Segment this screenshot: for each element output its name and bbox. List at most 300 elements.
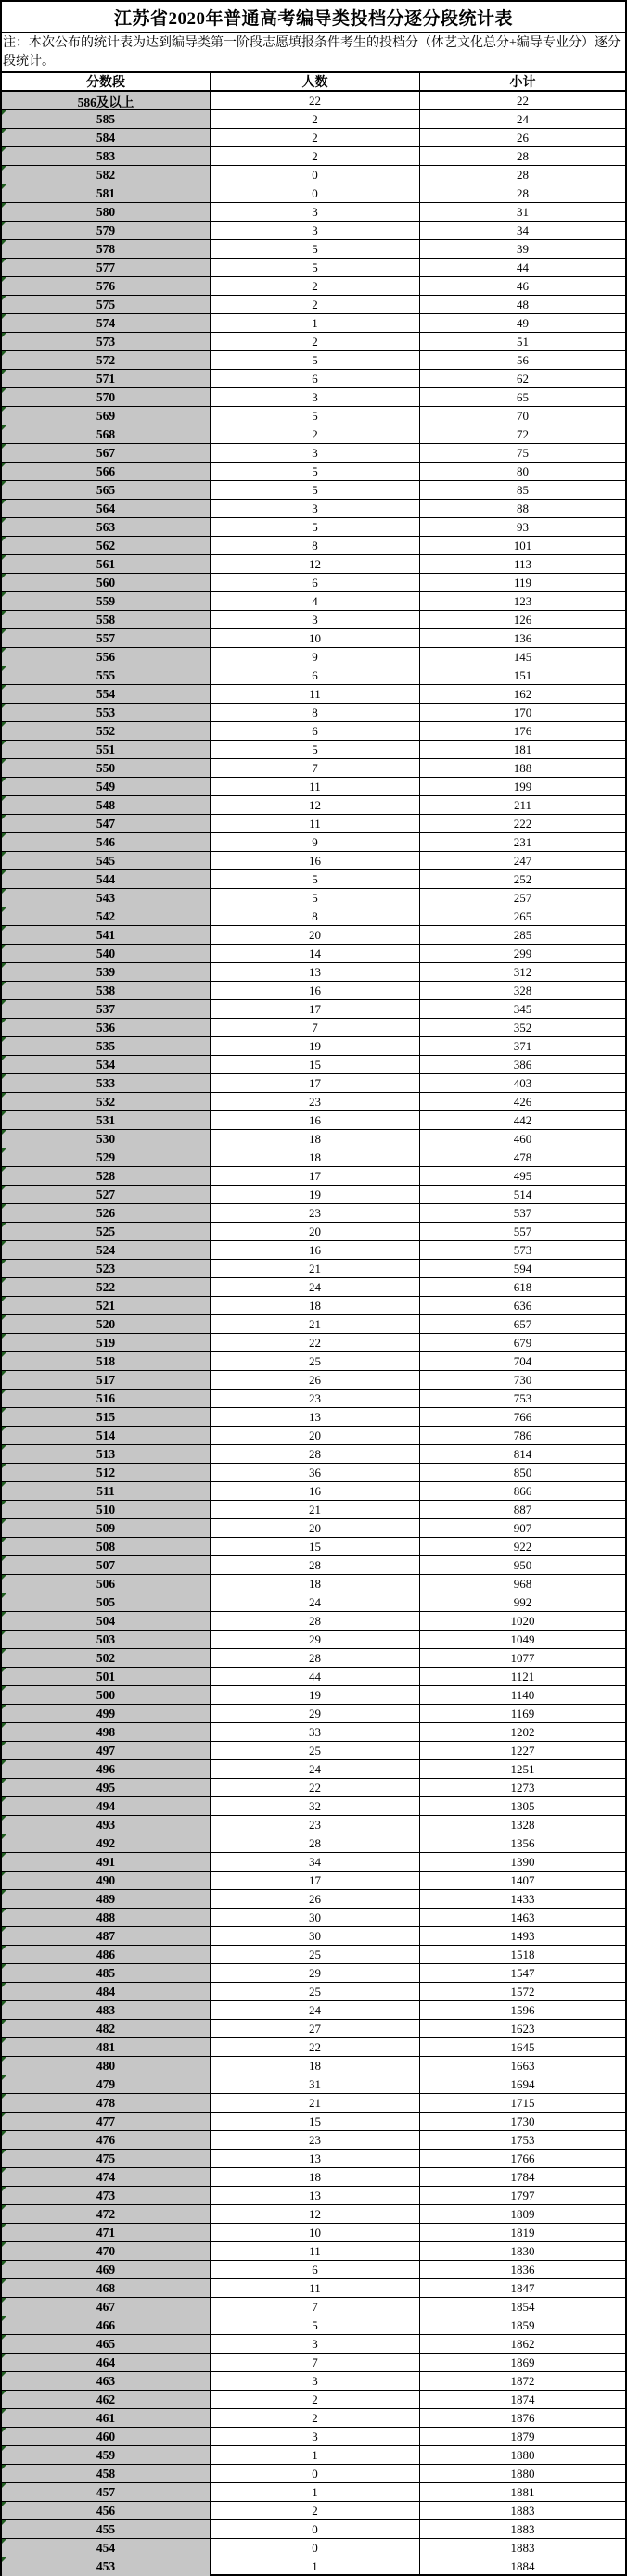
score-range-cell: 567 [2,444,211,462]
subtotal-cell: 478 [513,1149,532,1164]
cell-flag-triangle-icon [2,1668,6,1672]
subtotal-cell: 1884 [510,2559,535,2573]
count-cell: 18 [211,2168,420,2186]
subtotal-cell: 188 [513,760,532,775]
count-cell: 16 [211,982,420,999]
count-cell: 30 [211,1927,420,1945]
score-range-cell: 495 [2,1779,211,1796]
table-row [2,555,625,574]
cell-flag-triangle-icon [2,1427,6,1431]
score-range-cell: 485 [2,1964,211,1982]
subtotal-cell: 1572 [510,1984,535,1999]
cell-flag-triangle-icon [2,1593,6,1598]
subtotal-cell: 72 [517,426,529,441]
count-cell: 9 [211,648,420,666]
score-range-cell: 561 [2,555,211,573]
table-row [2,1390,625,1408]
cell-flag-triangle-icon [2,1872,6,1876]
cell-flag-triangle-icon [2,2391,6,2395]
score-range-cell: 468 [2,2279,211,2297]
subtotal-cell: 514 [513,1186,532,1201]
score-range-cell: 454 [2,2539,211,2557]
subtotal-cell: 1020 [510,1613,535,1628]
count-cell: 19 [211,1186,420,1203]
score-range-cell: 465 [2,2335,211,2353]
table-row [2,815,625,833]
cell-flag-triangle-icon [2,2409,6,2414]
subtotal-cell: 1854 [510,2299,535,2314]
score-range-cell: 578 [2,240,211,258]
subtotal-cell: 1819 [510,2225,535,2240]
table-row [2,2131,625,2150]
score-range-cell: 574 [2,314,211,332]
cell-flag-triangle-icon [2,1501,6,1505]
score-range-cell: 488 [2,1909,211,1926]
score-range-cell: 555 [2,666,211,684]
table-row [2,889,625,907]
subtotal-cell: 88 [517,501,529,515]
score-range-cell: 455 [2,2520,211,2538]
count-cell: 15 [211,1056,420,1073]
table-row [2,240,625,259]
subtotal-cell: 992 [513,1594,532,1609]
score-range-cell: 497 [2,1742,211,1759]
table-row [2,1816,625,1834]
table-row [2,592,625,611]
cell-flag-triangle-icon [2,722,6,727]
cell-flag-triangle-icon [2,1186,6,1190]
count-cell: 0 [211,166,420,184]
count-cell: 8 [211,907,420,925]
score-range-cell: 510 [2,1501,211,1518]
count-cell: 8 [211,704,420,721]
count-cell: 21 [211,1315,420,1333]
subtotal-cell: 594 [513,1261,532,1275]
cell-flag-triangle-icon [2,1093,6,1098]
cell-flag-triangle-icon [2,2520,6,2525]
cell-flag-triangle-icon [2,2075,6,2080]
table-row [2,1538,625,1556]
table-row [2,1186,625,1204]
count-cell: 16 [211,852,420,869]
subtotal-cell: 126 [513,612,532,627]
table-row [2,1742,625,1760]
table-row [2,2001,625,2020]
cell-flag-triangle-icon [2,963,6,968]
score-range-cell: 470 [2,2242,211,2260]
count-cell: 28 [211,1556,420,1574]
score-range-cell: 479 [2,2075,211,2093]
table-row [2,1000,625,1019]
cell-flag-triangle-icon [2,907,6,912]
subtotal-cell: 657 [513,1316,532,1331]
subtotal-cell: 1862 [510,2336,535,2351]
score-range-cell: 481 [2,2038,211,2056]
table-row [2,1260,625,1278]
cell-flag-triangle-icon [2,481,6,486]
table-row [2,1760,625,1779]
score-range-cell: 534 [2,1056,211,1073]
table-row [2,852,625,870]
score-range-cell: 544 [2,870,211,888]
table-row [2,2409,625,2428]
cell-flag-triangle-icon [2,1445,6,1450]
cell-flag-triangle-icon [2,2354,6,2358]
count-cell: 32 [211,1797,420,1815]
cell-flag-triangle-icon [2,1019,6,1023]
table-row [2,1204,625,1223]
subtotal-cell: 1202 [510,1724,535,1739]
cell-flag-triangle-icon [2,1853,6,1858]
count-cell: 11 [211,815,420,832]
count-cell: 5 [211,741,420,758]
cell-flag-triangle-icon [2,2057,6,2062]
table-row [2,1019,625,1037]
count-cell: 18 [211,1130,420,1148]
count-cell: 23 [211,1093,420,1110]
table-row [2,2391,625,2409]
table-row [2,296,625,314]
score-range-cell: 532 [2,1093,211,1110]
subtotal-cell: 265 [513,908,532,923]
cell-flag-triangle-icon [2,685,6,690]
cell-flag-triangle-icon [2,1074,6,1079]
count-cell: 24 [211,1593,420,1611]
subtotal-cell: 56 [517,352,529,367]
subtotal-cell: 1305 [510,1798,535,1813]
cell-flag-triangle-icon [2,222,6,226]
subtotal-cell: 1596 [510,2002,535,2017]
count-cell: 3 [211,2428,420,2445]
subtotal-cell: 1407 [510,1872,535,1887]
count-cell: 6 [211,722,420,740]
score-range-cell: 499 [2,1705,211,1722]
count-cell: 17 [211,1074,420,1092]
score-range-cell: 557 [2,629,211,647]
table-row [2,666,625,685]
score-range-cell: 504 [2,1612,211,1630]
count-cell: 0 [211,2520,420,2538]
count-cell: 23 [211,2131,420,2149]
cell-flag-triangle-icon [2,2242,6,2247]
subtotal-cell: 866 [513,1483,532,1498]
cell-flag-triangle-icon [2,1631,6,1635]
table-row [2,1167,625,1186]
count-cell: 2 [211,296,420,313]
table-row [2,222,625,240]
table-row [2,2539,625,2557]
score-range-cell: 563 [2,518,211,536]
cell-flag-triangle-icon [2,1575,6,1580]
score-range-cell: 539 [2,963,211,981]
score-range-cell: 521 [2,1297,211,1314]
subtotal-cell: 85 [517,482,529,497]
count-cell: 13 [211,963,420,981]
subtotal-cell: 170 [513,704,532,719]
table-row [2,1649,625,1668]
subtotal-cell: 1390 [510,1854,535,1869]
cell-flag-triangle-icon [2,388,6,393]
table-row [2,481,625,500]
count-cell: 15 [211,2113,420,2130]
table-row [2,333,625,351]
cell-flag-triangle-icon [2,815,6,819]
cell-flag-triangle-icon [2,2131,6,2136]
score-range-cell: 571 [2,370,211,387]
cell-flag-triangle-icon [2,1111,6,1116]
cell-flag-triangle-icon [2,1519,6,1524]
score-range-cell: 516 [2,1390,211,1407]
subtotal-cell: 1547 [510,1965,535,1980]
cell-flag-triangle-icon [2,759,6,764]
score-range-cell: 486 [2,1946,211,1963]
subtotal-cell: 1121 [510,1669,535,1683]
table-row [2,1946,625,1964]
table-row [2,1686,625,1705]
table-row [2,1872,625,1890]
cell-flag-triangle-icon [2,1482,6,1487]
table-row [2,129,625,147]
score-range-cell: 524 [2,1241,211,1259]
count-cell: 17 [211,1167,420,1185]
table-row [2,407,625,425]
score-range-cell: 484 [2,1983,211,2000]
cell-flag-triangle-icon [2,1760,6,1765]
table-row [2,1482,625,1501]
subtotal-cell: 70 [517,408,529,423]
table-row [2,704,625,722]
table-row [2,1631,625,1649]
score-range-cell: 523 [2,1260,211,1277]
cell-flag-triangle-icon [2,1056,6,1060]
subtotal-cell: 1518 [510,1947,535,1961]
cell-flag-triangle-icon [2,2557,6,2562]
count-cell: 16 [211,1241,420,1259]
score-range-cell: 548 [2,796,211,814]
score-range-cell: 541 [2,926,211,944]
cell-flag-triangle-icon [2,500,6,504]
score-range-cell: 580 [2,203,211,221]
table-row [2,1909,625,1927]
count-cell: 26 [211,1371,420,1389]
subtotal-cell: 1356 [510,1835,535,1850]
table-row [2,1241,625,1260]
subtotal-cell: 1273 [510,1780,535,1795]
table-row [2,2354,625,2372]
count-cell: 11 [211,778,420,795]
score-range-cell: 457 [2,2483,211,2501]
table-row [2,796,625,815]
table-row [2,2168,625,2187]
subtotal-cell: 1847 [510,2280,535,2295]
score-range-cell: 582 [2,166,211,184]
cell-flag-triangle-icon [2,1834,6,1839]
cell-flag-triangle-icon [2,2483,6,2488]
subtotal-cell: 1784 [510,2169,535,2184]
table-row [2,722,625,741]
cell-flag-triangle-icon [2,147,6,152]
subtotal-cell: 1797 [510,2188,535,2202]
score-range-cell: 562 [2,537,211,554]
subtotal-cell: 1730 [510,2113,535,2128]
cell-flag-triangle-icon [2,2205,6,2210]
score-range-cell: 535 [2,1037,211,1055]
score-range-cell: 550 [2,759,211,777]
count-cell: 1 [211,314,420,332]
subtotal-cell: 1715 [510,2095,535,2110]
score-range-cell: 456 [2,2502,211,2519]
count-cell: 3 [211,203,420,221]
table-row [2,2261,625,2279]
note-text: 注：本次公布的统计表为达到编导类第一阶段志愿填报条件考生的投档分（体艺文化总分+编导专业分）逐分段统计。 [2,33,625,73]
score-range-cell: 570 [2,388,211,406]
subtotal-cell: 101 [513,538,532,552]
table-row [2,574,625,592]
cell-flag-triangle-icon [2,592,6,597]
count-cell: 2 [211,129,420,146]
count-cell: 28 [211,1612,420,1630]
subtotal-cell: 1077 [510,1650,535,1665]
subtotal-cell: 257 [513,890,532,905]
table-row [2,110,625,129]
table-row [2,778,625,796]
score-range-cell: 575 [2,296,211,313]
subtotal-cell: 31 [517,204,529,219]
table-row [2,629,625,648]
table-row [2,2557,625,2576]
table-row [2,1111,625,1130]
score-range-cell: 520 [2,1315,211,1333]
score-range-cell: 559 [2,592,211,610]
score-range-cell: 482 [2,2020,211,2037]
score-range-cell: 464 [2,2354,211,2371]
cell-flag-triangle-icon [2,425,6,430]
table-row [2,1427,625,1445]
cell-flag-triangle-icon [2,1538,6,1542]
count-cell: 3 [211,222,420,239]
count-cell: 22 [211,1779,420,1796]
cell-flag-triangle-icon [2,741,6,745]
table-row [2,2372,625,2391]
score-range-cell: 529 [2,1148,211,1166]
table-row [2,1556,625,1575]
table-row [2,685,625,704]
cell-flag-triangle-icon [2,1816,6,1821]
table-row [2,926,625,945]
table-row [2,1297,625,1315]
cell-flag-triangle-icon [2,833,6,838]
table-row [2,870,625,889]
score-range-cell: 459 [2,2446,211,2464]
subtotal-cell: 1881 [510,2484,535,2499]
count-cell: 21 [211,1260,420,1277]
score-range-cell: 553 [2,704,211,721]
count-cell: 17 [211,1872,420,1889]
count-cell: 20 [211,1427,420,1444]
score-range-cell: 583 [2,147,211,165]
subtotal-cell: 403 [513,1075,532,1090]
score-range-cell: 556 [2,648,211,666]
cell-flag-triangle-icon [2,2001,6,2006]
score-range-cell: 573 [2,333,211,350]
column-header-score-range: 分数段 [2,73,211,90]
table-row [2,1223,625,1241]
subtotal-cell: 1623 [510,2021,535,2036]
subtotal-cell: 1869 [510,2354,535,2369]
subtotal-cell: 573 [513,1242,532,1257]
table-row [2,2020,625,2038]
table-row [2,92,625,110]
cell-flag-triangle-icon [2,1315,6,1320]
table-row [2,518,625,537]
cell-flag-triangle-icon [2,2428,6,2432]
cell-flag-triangle-icon [2,2113,6,2117]
table-row [2,1927,625,1946]
table-row [2,1371,625,1390]
score-range-cell: 576 [2,277,211,295]
count-cell: 16 [211,1482,420,1500]
count-cell: 20 [211,1519,420,1537]
score-range-cell: 531 [2,1111,211,1129]
subtotal-cell: 312 [513,964,532,979]
count-cell: 23 [211,1816,420,1834]
table-row [2,2446,625,2465]
score-range-cell: 478 [2,2094,211,2112]
cell-flag-triangle-icon [2,2224,6,2228]
count-cell: 5 [211,481,420,499]
cell-flag-triangle-icon [2,1297,6,1301]
table-row [2,1037,625,1056]
cell-flag-triangle-icon [2,666,6,671]
count-cell: 18 [211,1148,420,1166]
score-range-cell: 579 [2,222,211,239]
count-cell: 15 [211,1538,420,1555]
cell-flag-triangle-icon [2,1556,6,1561]
cell-flag-triangle-icon [2,1927,6,1932]
count-cell: 18 [211,1575,420,1593]
cell-flag-triangle-icon [2,2335,6,2340]
count-cell: 5 [211,259,420,276]
table-row [2,2187,625,2205]
subtotal-cell: 352 [513,1020,532,1034]
count-cell: 25 [211,1352,420,1370]
count-cell: 2 [211,277,420,295]
subtotal-cell: 887 [513,1502,532,1516]
score-range-cell: 546 [2,833,211,851]
subtotal-cell: 199 [513,779,532,793]
count-cell: 11 [211,2279,420,2297]
cell-flag-triangle-icon [2,1946,6,1950]
count-cell: 5 [211,240,420,258]
subtotal-cell: 386 [513,1057,532,1072]
count-cell: 3 [211,611,420,628]
score-range-cell: 463 [2,2372,211,2390]
cell-flag-triangle-icon [2,2316,6,2321]
score-range-cell: 586及以上 [2,92,211,109]
cell-flag-triangle-icon [2,1278,6,1283]
count-cell: 7 [211,2354,420,2371]
count-cell: 12 [211,796,420,814]
cell-flag-triangle-icon [2,1223,6,1227]
count-cell: 10 [211,2224,420,2241]
cell-flag-triangle-icon [2,1408,6,1413]
count-cell: 44 [211,1668,420,1685]
subtotal-cell: 1227 [510,1743,535,1758]
cell-flag-triangle-icon [2,203,6,208]
cell-flag-triangle-icon [2,518,6,523]
subtotal-cell: 28 [517,148,529,163]
table-row [2,1093,625,1111]
